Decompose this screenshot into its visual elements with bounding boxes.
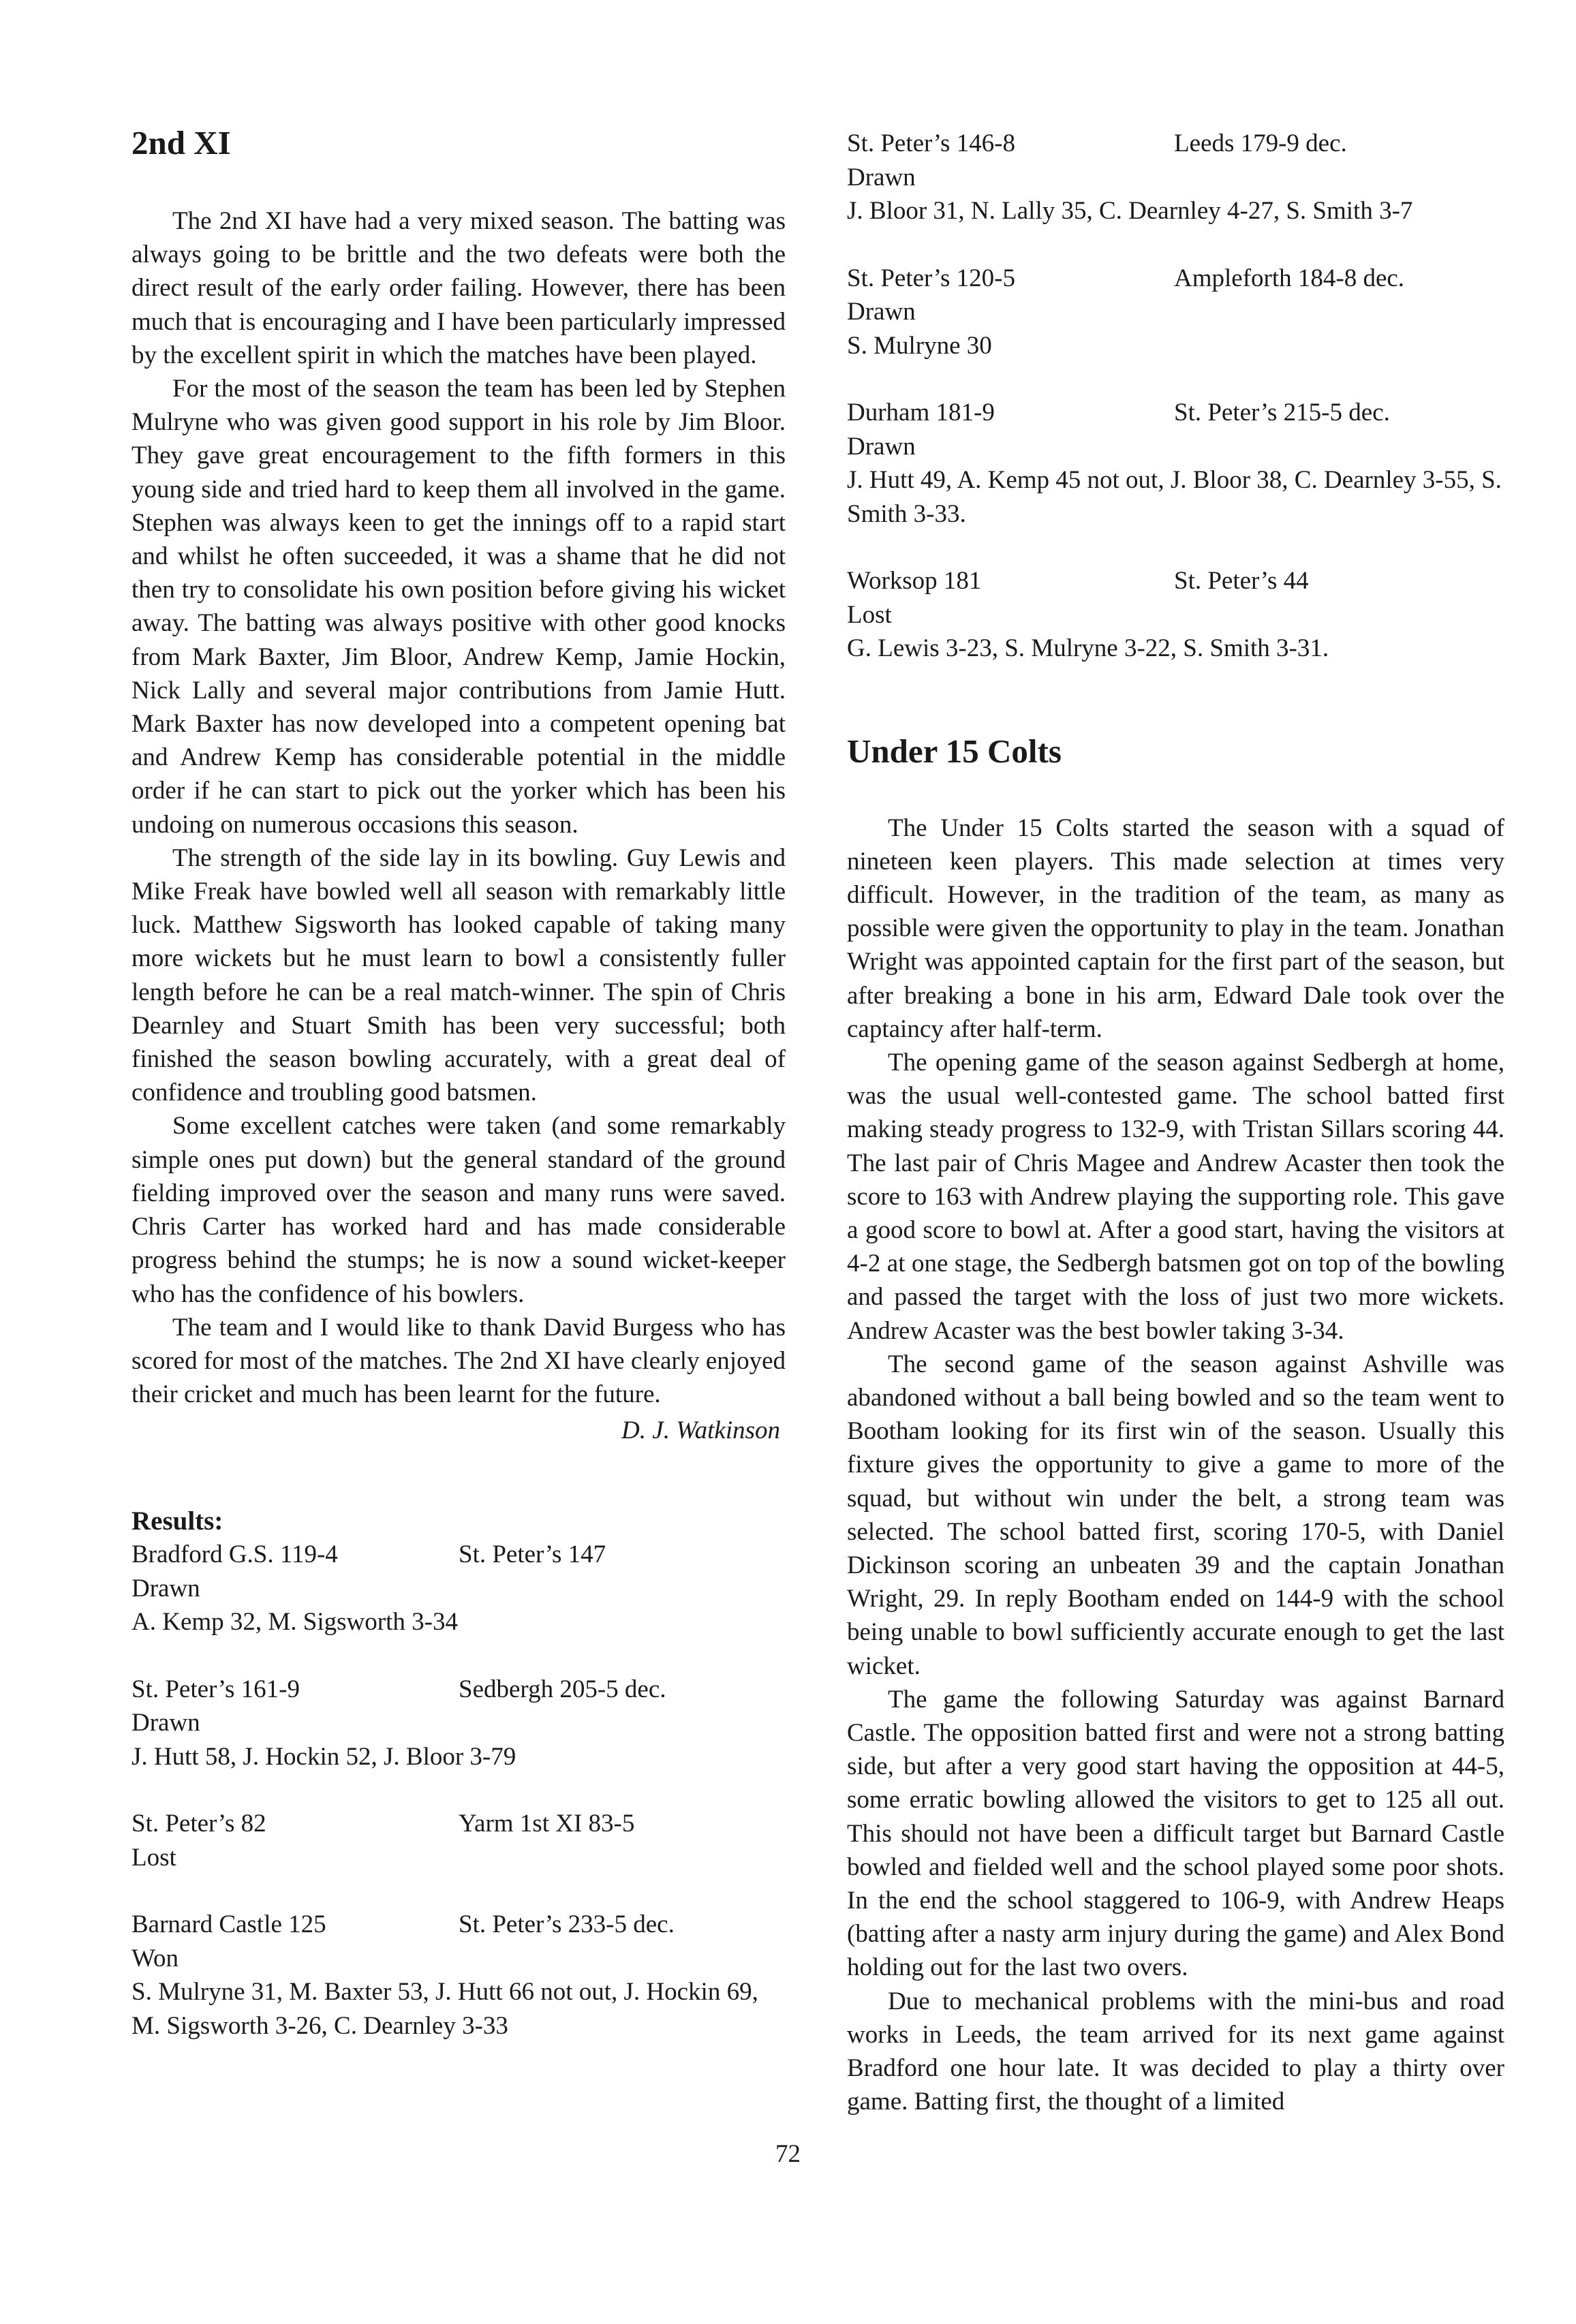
result-team1: St. Peter’s 161-9 — [132, 1675, 300, 1703]
result-team1: St. Peter’s 146-8 — [847, 129, 1016, 157]
result-team1: Durham 181-9 — [847, 399, 995, 427]
result-entry — [132, 1908, 786, 2043]
right-column — [847, 123, 1504, 2118]
result-scorers: J. Bloor 31, N. Lally 35, C. Dearnley 4-27, S. Smith 3-7 — [847, 197, 1413, 225]
result-team1: St. Peter’s 82 — [132, 1810, 266, 1838]
left-column — [132, 123, 786, 2076]
report-2nd-xi — [132, 204, 786, 1411]
paragraph: The opening game of the season against Sedbergh at home, was the usual well-contested game. The school batted first making steady progress to 132-9, with Tristan Sillars scoring 44. The last pair of Chris Magee and Andrew Acaster then took the score to 163 with Andrew playing the supporting role. This gave a good score to bowl at. After a good start, having the visitors at 4-2 at one stage, the Sedbergh batsmen got on top of the bowling and passed the target with the loss of just two more wickets. Andrew Acaster was the best bowler taking 3-34. — [847, 1048, 1504, 1345]
result-team1: Bradford G.S. 119-4 — [132, 1540, 338, 1569]
result-scorers: S. Mulryne 30 — [847, 331, 992, 360]
results-heading: Results: — [132, 1506, 223, 1536]
result-outcome: Lost — [132, 1843, 176, 1872]
result-team2: Ampleforth 184-8 dec. — [1174, 264, 1405, 292]
result-scorers: A. Kemp 32, M. Sigsworth 3-34 — [132, 1608, 458, 1637]
result-scorers: S. Mulryne 31, M. Baxter 53, J. Hutt 66 not out, J. Hockin 69, M. Sigsworth 3-26, C. Dearnley 3-33 — [132, 1978, 758, 2040]
result-outcome: Drawn — [132, 1709, 200, 1737]
section-heading-2nd-xi: 2nd XI — [132, 124, 231, 161]
paragraph: Some excellent catches were taken (and some remarkably simple ones put down) but the general standard of the ground fielding improved over the season and many runs were saved. Chris Carter has worked hard and has made considerable progress behind the stumps; he is now a sound wicket-keeper who has the confidence of his bowlers. — [132, 1112, 786, 1308]
result-team2: Sedbergh 205-5 dec. — [459, 1675, 666, 1703]
result-outcome: Drawn — [847, 298, 916, 326]
result-entry — [847, 127, 1504, 228]
result-outcome: Lost — [847, 600, 892, 629]
result-outcome: Drawn — [132, 1574, 200, 1602]
paragraph: For the most of the season the team has been led by Stephen Mulryne who was given good support in his role by Jim Bloor. They gave great encouragement to the fifth formers in this young side and tried hard to keep them all involved in the game. Stephen was always keen to get the innings off to a rapid start and whilst he often succeeded, it was a shame that he did not then try to consolidate his own position before giving his wicket away. The batting was always positive with other good knocks from Mark Baxter, Jim Bloor, Andrew Kemp, Jamie Hockin, Nick Lally and several major contributions from Jamie Hutt. Mark Baxter has now developed into a competent opening bat and Andrew Kemp has considerable potential in the middle order if he can start to pick out the yorker which has been his undoing on numerous occasions this season. — [132, 375, 786, 839]
result-team2: Yarm 1st XI 83-5 — [459, 1810, 635, 1838]
result-team2: St. Peter’s 233-5 dec. — [459, 1910, 675, 1939]
results-list-right — [847, 127, 1504, 666]
result-entry — [847, 564, 1504, 666]
result-outcome: Drawn — [847, 163, 916, 191]
page-number: 72 — [775, 2140, 801, 2168]
paragraph: The game the following Saturday was against Barnard Castle. The opposition batted first and were not a strong batting side, but after a very good start having the opposition at 44-5, some erratic bowling allowed the visitors to get to 125 all out. This should not have been a difficult target but Barnard Castle bowled and fielded well and the school played some poor shots. In the end the school staggered to 106-9, with Andrew Heaps (batting after a nasty arm injury during the game) and Alex Bond holding out for the last two overs. — [847, 1685, 1504, 1982]
paragraph: The second game of the season against Ashville was abandoned without a ball being bowled and so the team went to Bootham looking for its first win of the season. Usually this fixture gives the opportunity to give a game to more of the squad, but without win under the belt, a strong team was selected. The school batted first, scoring 170-5, with Daniel Dickinson scoring an unbeaten 39 and the captain Jonathan Wright, 29. In reply Bootham ended on 144-9 with the school being unable to bowl sufficiently accurate enough to get the last wicket. — [847, 1350, 1504, 1680]
result-entry — [132, 1807, 786, 1874]
paragraph: The 2nd XI have had a very mixed season. The batting was always going to be brittle and the two defeats were both the direct result of the early order failing. However, there has been much that is encouraging and I have been particularly impressed by the excellent spirit in which the matches have been played. — [132, 207, 786, 369]
paragraph: The team and I would like to thank David Burgess who has scored for most of the matches. The 2nd XI have clearly enjoyed their cricket and much has been learnt for the future. — [132, 1313, 786, 1409]
report-under-15 — [847, 811, 1504, 2119]
result-team2: St. Peter’s 147 — [459, 1540, 606, 1569]
result-team2: St. Peter’s 215-5 dec. — [1174, 399, 1390, 427]
result-outcome: Drawn — [847, 432, 916, 461]
section-heading-under-15: Under 15 Colts — [847, 732, 1062, 770]
result-entry — [847, 396, 1504, 531]
result-team2: Leeds 179-9 dec. — [1174, 129, 1347, 157]
result-scorers: G. Lewis 3-23, S. Mulryne 3-22, S. Smith 3-31. — [847, 634, 1329, 662]
paragraph: The Under 15 Colts started the season with a squad of nineteen keen players. This made selection at times very difficult. However, in the tradition of the team, as many as possible were given the opportunity to play in the team. Jonathan Wright was appointed captain for the first part of the season, but after breaking a bone in his arm, Edward Dale took over the captaincy after half-term. — [847, 814, 1504, 1043]
result-team1: Barnard Castle 125 — [132, 1910, 326, 1939]
result-entry — [132, 1673, 786, 1774]
results-list-left — [132, 1538, 786, 2043]
paragraph: The strength of the side lay in its bowling. Guy Lewis and Mike Freak have bowled well all season with remarkably little luck. Matthew Sigsworth has looked capable of taking many more wickets but he must learn to bowl a consistently fuller length before he can be a real match-winner. The spin of Chris Dearnley and Stuart Smith has been very successful; both finished the season bowling accurately, with a great deal of confidence and troubling good batsmen. — [132, 843, 786, 1107]
result-entry — [132, 1538, 786, 1639]
result-team2: St. Peter’s 44 — [1174, 567, 1309, 595]
result-team1: Worksop 181 — [847, 567, 982, 595]
author-signature: D. J. Watkinson — [621, 1416, 780, 1445]
result-entry — [847, 262, 1504, 363]
result-scorers: J. Hutt 58, J. Hockin 52, J. Bloor 3-79 — [132, 1742, 516, 1771]
result-scorers: J. Hutt 49, A. Kemp 45 not out, J. Bloor 38, C. Dearnley 3-55, S. Smith 3-33. — [847, 466, 1502, 528]
paragraph: Due to mechanical problems with the mini-bus and road works in Leeds, the team arrived for its next game against Bradford one hour late. It was decided to play a thirty over game. Batting first, the thought of a limited — [847, 1987, 1504, 2116]
result-team1: St. Peter’s 120-5 — [847, 264, 1016, 292]
result-outcome: Won — [132, 1944, 179, 1972]
